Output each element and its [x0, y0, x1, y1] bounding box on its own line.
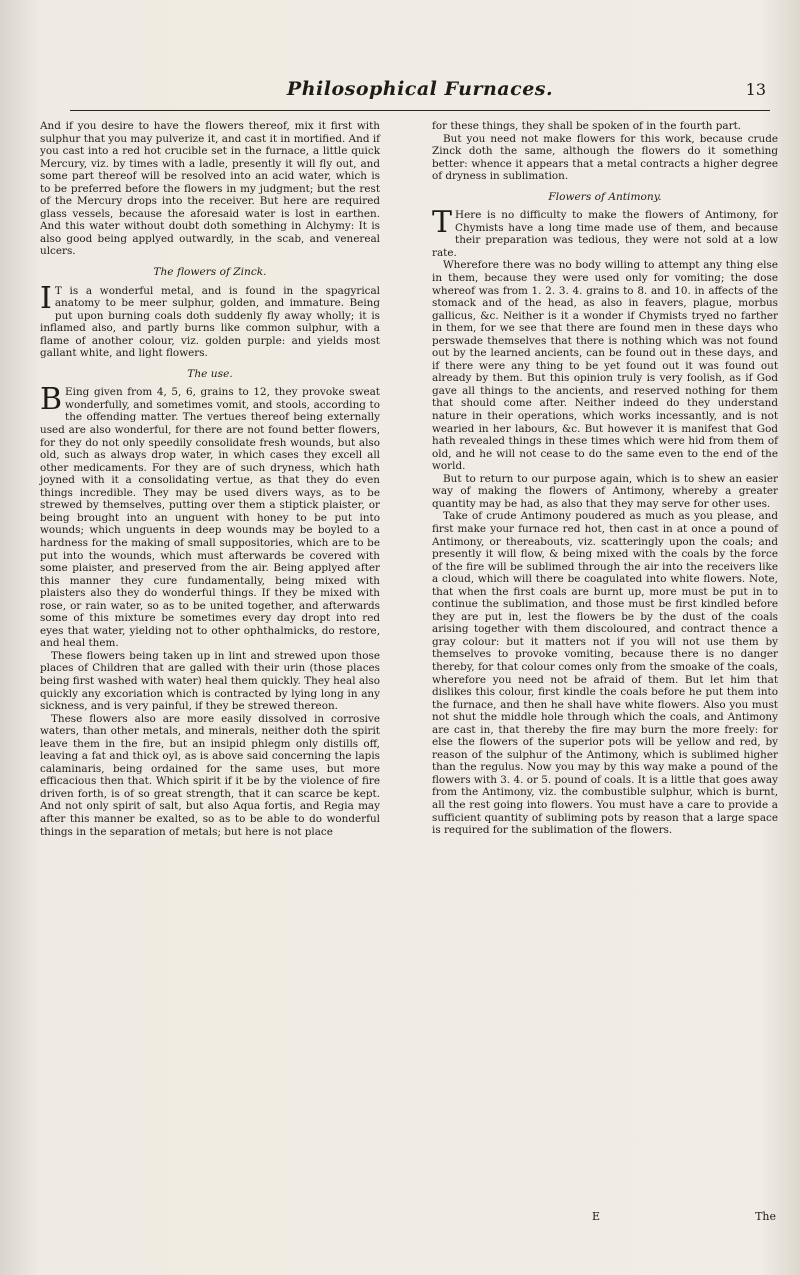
section-heading-use: The use.: [187, 367, 233, 380]
page-number: 13: [745, 80, 766, 99]
paragraph: These flowers also are more easily dissolved in corrosive waters, than other metals, and minerals, neither doth the spirit leave them in the fire, but an insipid phlegm only distills off, leaving a fat and thick oyl, as is above said concerning the lapis calaminaris, being ordained for the same uses, but more efficacious then that. Which spirit if it be by the violence of fire driven forth, is of so great strength, that it can scarce be kept. And not only spirit of salt, but also Aqua fortis, and Regia may after this manner be exalted, so as to be able to do wonderful things in the separation of metals; but here is not place: [40, 712, 380, 838]
paragraph-text: T is a wonderful metal, and is found in the spagyrical anatomy to be meer sulphur, golden, and immature. Being put upon burning coals doth suddenly fly away wholly; it is inflamed also, and partly burns like common sulphur, with a flame of another colour, viz. golden purple: and yields most gallant white, and light flowers.: [40, 284, 380, 360]
catchword: The: [755, 1210, 776, 1223]
paragraph: But you need not make flowers for this work, because crude Zinck doth the same, although the flowers do it something better: whence it appears that a metal contracts a higher degree of dryness in sublimation.: [432, 132, 778, 183]
left-column: [40, 120, 380, 838]
page-header: [70, 72, 770, 111]
section-heading-zinck: The flowers of Zinck.: [153, 266, 267, 279]
paragraph: Wherefore there was no body willing to attempt any thing else in them, because they were used only for vomiting; the dose whereof was from 1. 2. 3. 4. grains to 8. and 10. in affects of the stomack and of the head, as also in feavers, plague, morbus gallicus, &c. Neither is it a wonder if Chymists tryed no farther in them, for we see that there are found men in these days who perswade themselves that there is nothing which was not found out by the learned ancients, can be found out in these days, and if there were any thing to be yet found out it was found out already by them. But this opinion truly is very foolish, as if God gave all things to the ancients, and reserved nothing for them that should come after. Neither indeed do they understand nature in their operations, which works incessantly, and is not wearied in her labours, &c. But however it is manifest that God hath revealed things in these times which were hid from them of old, and he will not cease to do the same even to the end of the world.: [432, 259, 778, 473]
running-title: Philosophical Furnaces.: [286, 78, 554, 100]
paragraph: for these things, they shall be spoken of in the fourth part.: [432, 120, 742, 132]
drop-cap: T: [432, 205, 453, 241]
paragraph: [432, 205, 778, 259]
paragraph: And if you desire to have the flowers thereof, mix it first with sulphur that you may pulverize it, and cast it in mortified. And if you cast into a red hot crucible set in the furnace, a little quick Mercury, viz. by times with a ladle, presently it will fly out, and some part thereof will be resolved into an acid water, which is to be preferred before the flowers in my judgment; but the rest of the Mercury drops into the receiver. But here are required glass vessels, because the aforesaid water is lost in earthen. And this water without doubt doth something in Alchymy: It is also good being applyed outwardly, in the scab, and venereal ulcers.: [40, 120, 380, 258]
paragraph: Take of crude Antimony poudered as much as you please, and first make your furnace red hot, then cast in at once a pound of Antimony, or thereabouts, viz. scatteringly upon the coals; and presently it will flow, & being mixed with the coals by the force of the fire will be sublimed through the air into the receivers like a cloud, which will there be coagulated into white flowers. Note, that when the first coals are burnt up, more must be put in to continue the sublimation, and those must be first kindled before they are put in, lest the flowers be by the dust of the coals arising together with them discoloured, and contract thence a gray colour: but it matters not if you will not use them by themselves to provoke vomiting, because there is no danger thereby, for that colour comes only from the smoake of the coals, wherefore you need not be afraid of them. But let him that dislikes this colour, first kindle the coals before he put them into the furnace, and then he shall have white flowers. Also you must not shut the middle hole through which the coals, and Antimony are cast in, that thereby the fire may burn the more freely: for else the flowers of the superior pots will be yellow and red, by reason of the sulphur of the Antimony, which is sublimed higher than the regulus. Now you may by this way make a pound of the flowers with 3. 4. or 5. pound of coals. It is a little that goes away from the Antimony, viz. the combustible sulphur, which is burnt, all the rest going into flowers. You must have a care to provide a sufficient quantity of subliming pots by reason that a large space is required for the sublimation of the flowers.: [432, 510, 778, 837]
section-heading-antimony: Flowers of Antimony.: [548, 190, 662, 203]
paragraph: [40, 280, 380, 360]
paragraph: But to return to our purpose again, which is to shew an easier way of making the flowers of Antimony, whereby a greater quantity may be had, as also that they may serve for other uses.: [432, 472, 778, 510]
signature-mark: E: [592, 1210, 601, 1223]
page-footer: [432, 1210, 778, 1226]
paragraph: [40, 382, 380, 650]
paragraph-text: Eing given from 4, 5, 6, grains to 12, they provoke sweat wonderfully, and sometimes vomit, and stools, according to the offending matter. The vertues thereof being externally used are also wonderful, for there are not found better flowers, for they do not only speedily consolidate fresh wounds, but also old, such as always drop water, in which cases they excell all other medicaments. For they are of such dryness, which hath joyned with it a consolidating vertue, as that they do even things incredible. They may be used divers ways, as to be strewed by themselves, putting over them a stiptick plaister, or being brought into an unguent with honey to be put into wounds; which unguents in deep wounds may be boyled to a hardness for the making of small suppositories, which are to be put into the wounds, which must afterwards be covered with some plaister, and preserved from the air. Being applyed after this manner they cure fundamentally, being mixed with plaisters also they do wonderful things. If they be mixed with rose, or rain water, so as to be united together, and afterwards some of this mixture be sometimes every day dropt into red eyes that water, yielding not to other ophthalmicks, do restore, and heal them.: [40, 386, 380, 650]
drop-cap: B: [40, 382, 63, 418]
paragraph: These flowers being taken up in lint and strewed upon those places of Children that are galled with their urin (those places being first washed with water) heal them quickly. They heal also quickly any excoriation which is contracted by lying long in any sickness, and is very painful, if they be strewed thereon.: [40, 649, 380, 713]
paragraph-text: Here is no difficulty to make the flowers of Antimony, for Chymists have a long time made use of them, and because their preparation was tedious, they were not sold at a low rate.: [432, 209, 778, 259]
right-column: [432, 120, 778, 837]
drop-cap: I: [40, 280, 52, 316]
